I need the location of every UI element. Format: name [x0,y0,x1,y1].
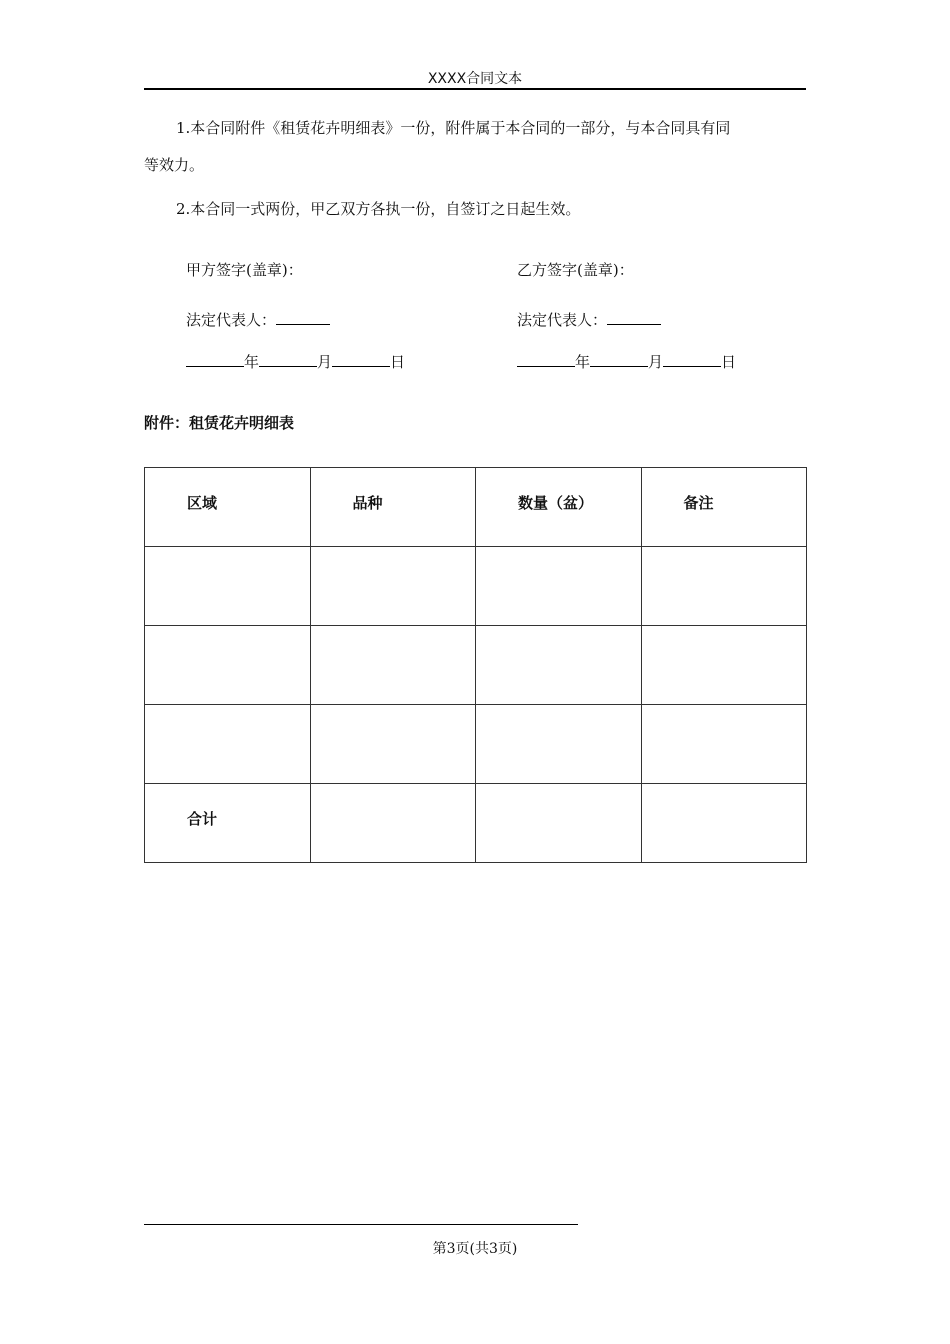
table-cell[interactable] [641,784,807,863]
table-cell[interactable] [310,784,476,863]
header-cell-label: 备注 [683,494,714,512]
party-b-sign-label: 乙方签字(盖章)： [517,261,634,279]
table-row [145,547,807,626]
party-a-rep-blank[interactable] [276,310,330,325]
footer-rule [144,1224,578,1225]
table-row [145,705,807,784]
page-number: 第3页(共3页) [432,1241,518,1257]
party-a-day-label: 日 [390,353,406,371]
party-a-sign-label: 甲方签字(盖章)： [186,261,303,279]
party-a-month-blank[interactable] [259,352,317,367]
party-a-day-blank[interactable] [332,352,390,367]
table-cell[interactable] [310,547,476,626]
party-a-representative [186,309,330,330]
party-a-year-blank[interactable] [186,352,244,367]
table-cell[interactable] [641,547,807,626]
header-title: XXXX合同文本 [427,71,523,87]
annex-title: 附件：租赁花卉明细表 [144,414,295,432]
table-cell[interactable] [145,626,311,705]
header-cell-area [145,468,311,547]
party-b-date [517,351,736,372]
table-row [145,626,807,705]
party-b-rep-blank[interactable] [607,310,661,325]
table-total-row [145,784,807,863]
party-b-month-blank[interactable] [590,352,648,367]
clause-2 [144,191,806,228]
clause-1-line-1: 1.本合同附件《租赁花卉明细表》一份，附件属于本合同的一部分，与本合同具有同 [176,119,731,137]
table-header-row [145,468,807,547]
clause-1-line-2: 等效力。 [144,156,205,174]
clause-1 [144,110,806,184]
header-cell-quantity [476,468,642,547]
total-label-cell [145,784,311,863]
total-label: 合计 [187,810,218,828]
party-b-rep-label: 法定代表人： [517,311,608,329]
table-cell[interactable] [476,784,642,863]
header-cell-remarks [641,468,807,547]
party-a-month-label: 月 [317,353,333,371]
table-cell[interactable] [476,547,642,626]
table-cell[interactable] [145,705,311,784]
header-cell-label: 品种 [352,494,383,512]
table-cell[interactable] [310,705,476,784]
party-b-month-label: 月 [648,353,664,371]
header-cell-variety [310,468,476,547]
party-b-day-label: 日 [721,353,737,371]
table-cell[interactable] [310,626,476,705]
party-b-year-label: 年 [575,353,591,371]
header-rule [144,88,806,90]
flower-rental-table [144,467,807,863]
party-b-year-blank[interactable] [517,352,575,367]
clause-2-line-1: 2.本合同一式两份，甲乙双方各执一份，自签订之日起生效。 [176,200,581,218]
header-cell-label: 区域 [187,494,218,512]
table-cell[interactable] [641,626,807,705]
party-b-representative [517,309,661,330]
party-a-year-label: 年 [244,353,260,371]
party-a-rep-label: 法定代表人： [186,311,277,329]
table-cell[interactable] [641,705,807,784]
party-b-day-blank[interactable] [663,352,721,367]
table-cell[interactable] [145,547,311,626]
party-a-date [186,351,405,372]
table-cell[interactable] [476,705,642,784]
header-cell-label: 数量（盆） [518,494,594,512]
table-cell[interactable] [476,626,642,705]
